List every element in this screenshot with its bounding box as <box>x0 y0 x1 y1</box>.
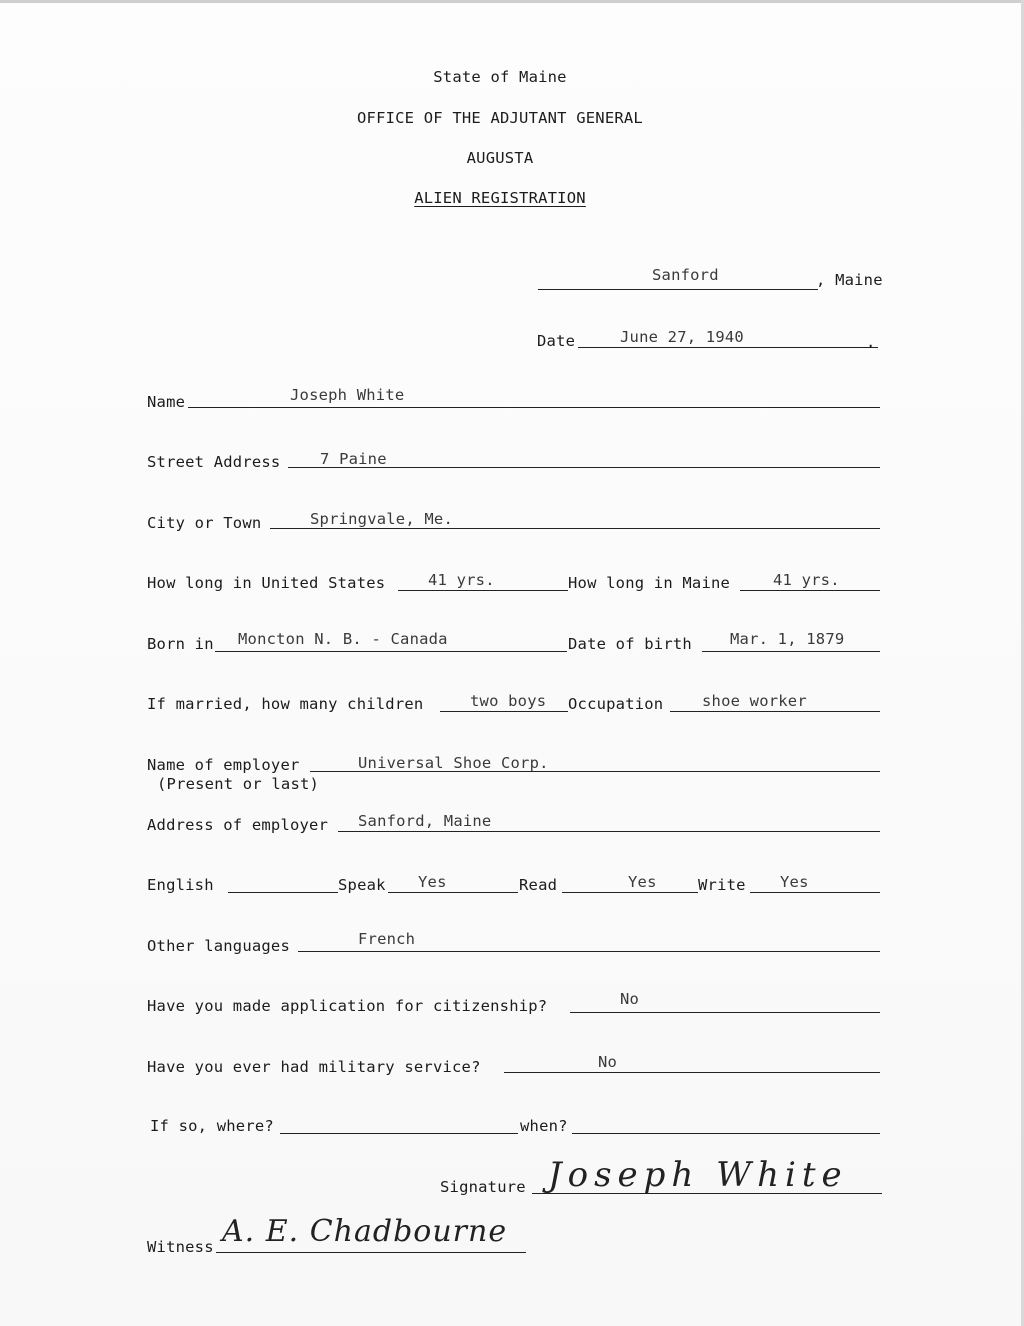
speak-value: Yes <box>418 873 447 891</box>
speak-line <box>388 892 518 893</box>
witness-handwritten: A. E. Chadbourne <box>222 1214 508 1249</box>
scan-edge-top <box>0 0 1024 3</box>
children-line <box>440 711 568 712</box>
children-label: If married, how many children <box>147 695 424 713</box>
city-label: City or Town <box>147 514 262 532</box>
header-city: AUGUSTA <box>466 149 534 167</box>
how-long-us-label: How long in United States <box>147 574 386 592</box>
name-line <box>188 407 880 408</box>
state-suffix: , Maine <box>816 271 883 289</box>
employer-label: Name of employer <box>147 756 300 774</box>
signature-handwritten: Joseph White <box>548 1155 848 1195</box>
how-long-me-label: How long in Maine <box>568 574 731 592</box>
military-label: Have you ever had military service? <box>147 1058 481 1076</box>
date-end-mark: . <box>866 333 876 351</box>
street-label: Street Address <box>147 453 281 471</box>
date-value: June 27, 1940 <box>620 328 744 346</box>
dob-label: Date of birth <box>568 635 692 653</box>
city-line <box>270 528 880 529</box>
signature-label: Signature <box>440 1178 526 1196</box>
employer-address-value: Sanford, Maine <box>358 812 492 830</box>
employer-address-label: Address of employer <box>147 816 329 834</box>
other-languages-value: French <box>358 930 416 948</box>
english-line <box>228 892 338 893</box>
name-value: Joseph White <box>290 386 405 404</box>
read-line <box>562 892 698 893</box>
name-label: Name <box>147 393 186 411</box>
town-value: Sanford <box>652 266 719 284</box>
speak-label: Speak <box>338 876 386 894</box>
occupation-value: shoe worker <box>702 692 807 710</box>
employer-value: Universal Shoe Corp. <box>358 754 549 772</box>
english-label: English <box>147 876 214 894</box>
citizenship-label: Have you made application for citizenship? <box>147 997 548 1015</box>
born-in-value: Moncton N. B. - Canada <box>238 630 448 648</box>
dob-value: Mar. 1, 1879 <box>730 630 845 648</box>
children-value: two boys <box>470 692 547 710</box>
how-long-us-line <box>398 590 568 591</box>
city-value: Springvale, Me. <box>310 510 453 528</box>
write-line <box>750 892 880 893</box>
read-value: Yes <box>628 873 657 891</box>
other-languages-label: Other languages <box>147 937 290 955</box>
write-label: Write <box>698 876 746 894</box>
occupation-line <box>670 711 880 712</box>
occupation-label: Occupation <box>568 695 664 713</box>
when-label: when? <box>520 1117 568 1135</box>
how-long-us-value: 41 yrs. <box>428 571 495 589</box>
town-line <box>538 289 818 290</box>
street-value: 7 Paine <box>320 450 387 468</box>
employer-line <box>310 771 880 772</box>
other-languages-line <box>298 951 880 952</box>
how-long-me-value: 41 yrs. <box>773 571 840 589</box>
employer-sublabel: (Present or last) <box>157 775 320 793</box>
witness-flourish <box>216 1252 526 1253</box>
citizenship-line <box>570 1012 880 1013</box>
header-office: OFFICE OF THE ADJUTANT GENERAL <box>357 109 643 127</box>
born-in-line <box>215 651 567 652</box>
street-line <box>288 467 880 468</box>
where-line <box>280 1133 518 1134</box>
witness-label: Witness <box>147 1238 214 1256</box>
where-label: If so, where? <box>150 1117 274 1135</box>
date-line <box>578 347 878 348</box>
military-value: No <box>598 1053 618 1071</box>
citizenship-value: No <box>620 990 640 1008</box>
employer-address-line <box>338 831 880 832</box>
how-long-me-line <box>740 590 880 591</box>
born-in-label: Born in <box>147 635 214 653</box>
header-state: State of Maine <box>433 68 567 86</box>
form-title: ALIEN REGISTRATION <box>414 189 586 207</box>
read-label: Read <box>519 876 558 894</box>
military-line <box>504 1072 880 1073</box>
when-line <box>572 1133 880 1134</box>
write-value: Yes <box>780 873 809 891</box>
dob-line <box>702 651 880 652</box>
date-label: Date <box>537 332 576 350</box>
